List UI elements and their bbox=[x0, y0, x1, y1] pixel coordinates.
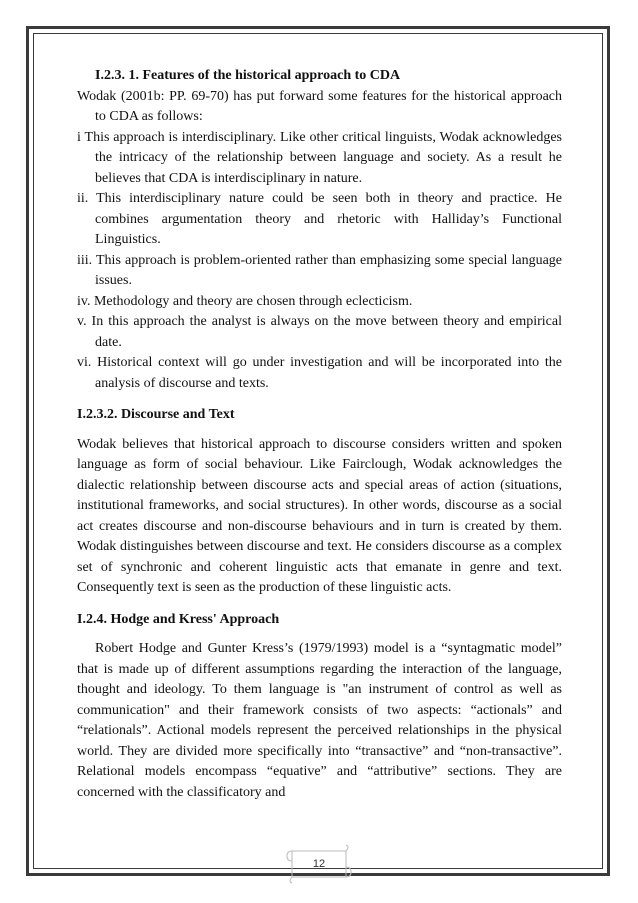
discourse-text-paragraph: Wodak believes that historical approach to discourse considers written and spoken language as form of social behaviour. Like Fairclough, Wodak acknowledges the dialectic relationship between discourse acts and special areas of action (situations, institutional frameworks, and social structures). In other words, discourse as a social act creates discourse and non-discourse behaviours and in turn is created by them. Wodak distinguishes between discourse and text. He considers discourse as a complex set of synchronic and coherent linguistic acts that emanate in genre and text. Consequently text is seen as the production of these linguistic acts. bbox=[77, 436, 562, 595]
section-heading-hodge-kress: I.2.4. Hodge and Kress' Approach bbox=[77, 611, 280, 627]
section-heading-features: I.2.3. 1. Features of the historical approach to CDA bbox=[95, 68, 401, 83]
list-item-v: v. In this approach the analyst is always on the move between theory and empirical date. bbox=[77, 314, 562, 350]
list-item-ii: ii. This interdisciplinary nature could be seen both in theory and practice. He combines argumentation theory and rhetoric with Halliday’s Functional Linguistics. bbox=[77, 191, 562, 247]
document-body bbox=[77, 66, 562, 803]
hodge-kress-paragraph: Robert Hodge and Gunter Kress’s (1979/1993) model is a “syntagmatic model” that is made up of different assumptions regarding the interaction of the language, thought and ideology. To them language is "an instrument of control as well as communication" and their framework consists of two aspects: “actionals” and “relationals”. Actional models represent the perceived relationships in the physical world. They are divided more specifically into “transactive” and “non-transactive”. Relational models encompass “equative” and “attributive” sections. They are concerned with the classificatory and bbox=[77, 641, 562, 800]
section-heading-discourse-text: I.2.3.2. Discourse and Text bbox=[77, 407, 235, 422]
list-item-iv: iv. Methodology and theory are chosen through eclecticism. bbox=[77, 293, 413, 309]
list-item-iii: iii. This approach is problem-oriented rather than emphasizing some special language issues. bbox=[77, 252, 562, 288]
page-number: 12 bbox=[312, 858, 326, 870]
list-item-i: i This approach is interdisciplinary. Like other critical linguists, Wodak acknowledges the intricacy of the relationship between language and society. As a result he believes that CDA is interdisciplinary in nature. bbox=[77, 129, 562, 186]
intro-paragraph: Wodak (2001b: PP. 69-70) has put forward some features for the historical approach to CDA as follows: bbox=[77, 88, 562, 124]
list-item-vi: vi. Historical context will go under investigation and will be incorporated into the analysis of discourse and texts. bbox=[77, 355, 562, 391]
